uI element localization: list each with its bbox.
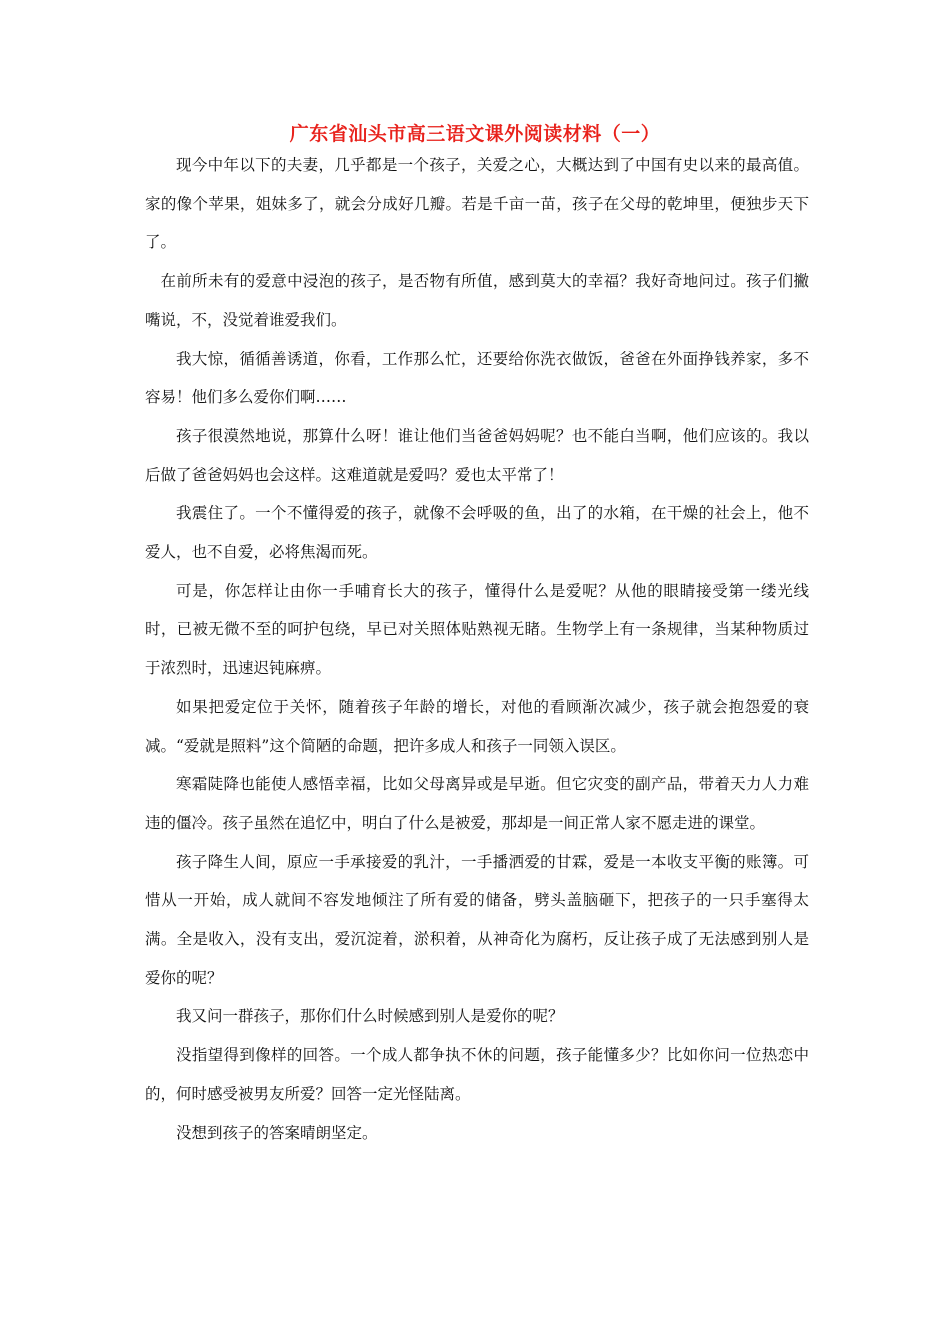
paragraph: 现今中年以下的夫妻，几乎都是一个孩子，关爱之心，大概达到了中国有史以来的最高值。家的像个苹果，姐妹多了，就会分成好几瓣。若是千亩一苗，孩子在父母的乾坤里，便独步天下了。: [145, 156, 809, 252]
paragraph: 没指望得到像样的回答。一个成人都争执不休的问题，孩子能懂多少？比如你问一位热恋中的，何时感受被男友所爱？回答一定光怪陆离。: [145, 1046, 809, 1103]
paragraph: 没想到孩子的答案晴朗坚定。: [176, 1123, 378, 1142]
paragraph: 孩子很漠然地说，那算什么呀！谁让他们当爸爸妈妈呢？也不能白当啊，他们应该的。我以后做了爸爸妈妈也会这样。这难道就是爱吗？爱也太平常了！: [145, 426, 809, 484]
paragraph: 如果把爱定位于关怀，随着孩子年龄的增长，对他的看顾渐次减少，孩子就会抱怨爱的衰减。“爱就是照料”这个简陋的命题，把许多成人和孩子一同领入误区。: [145, 697, 809, 755]
paragraph: 我震住了。一个不懂得爱的孩子，就像不会呼吸的鱼，出了的水箱，在干燥的社会上，他不爱人，也不自爱，必将焦渴而死。: [145, 504, 809, 562]
paragraph: 寒霜陡降也能使人感悟幸福，比如父母离异或是早逝。但它灾变的副产品，带着天力人力难违的僵冷。孩子虽然在追忆中，明白了什么是被爱，那却是一间正常人家不愿走进的课堂。: [145, 775, 809, 832]
paragraph: 我又问一群孩子，那你们什么时候感到别人是爱你的呢？: [176, 1007, 564, 1026]
paragraph: 我大惊，循循善诱道，你看，工作那么忙，还要给你洗衣做饭，爸爸在外面挣钱养家，多不容易！他们多么爱你们啊……: [145, 349, 809, 407]
document-title: 广东省汕头市高三语文课外阅读材料（一）: [289, 123, 661, 145]
paragraph: 可是，你怎样让由你一手哺育长大的孩子，懂得什么是爱呢？从他的眼睛接受第一缕光线时，已被无微不至的呵护包绕，早已对关照体贴熟视无睹。生物学上有一条规律，当某种物质过于浓烈时，迅速迟钝麻痹。: [145, 581, 809, 678]
paragraph: 孩子降生人间，原应一手承接爱的乳汁，一手播洒爱的甘霖，爱是一本收支平衡的账簿。可惜从一开始，成人就间不容发地倾注了所有爱的储备，劈头盖脑砸下，把孩子的一只手塞得太满。全是收入，没有支出，爱沉淀着，淤积着，从神奇化为腐朽，反让孩子成了无法感到别人是爱你的呢？: [145, 852, 809, 987]
document-body: [145, 146, 809, 1152]
paragraph: 在前所未有的爱意中浸泡的孩子，是否物有所值，感到莫大的幸福？我好奇地问过。孩子们撇嘴说，不，没觉着谁爱我们。: [145, 272, 809, 329]
